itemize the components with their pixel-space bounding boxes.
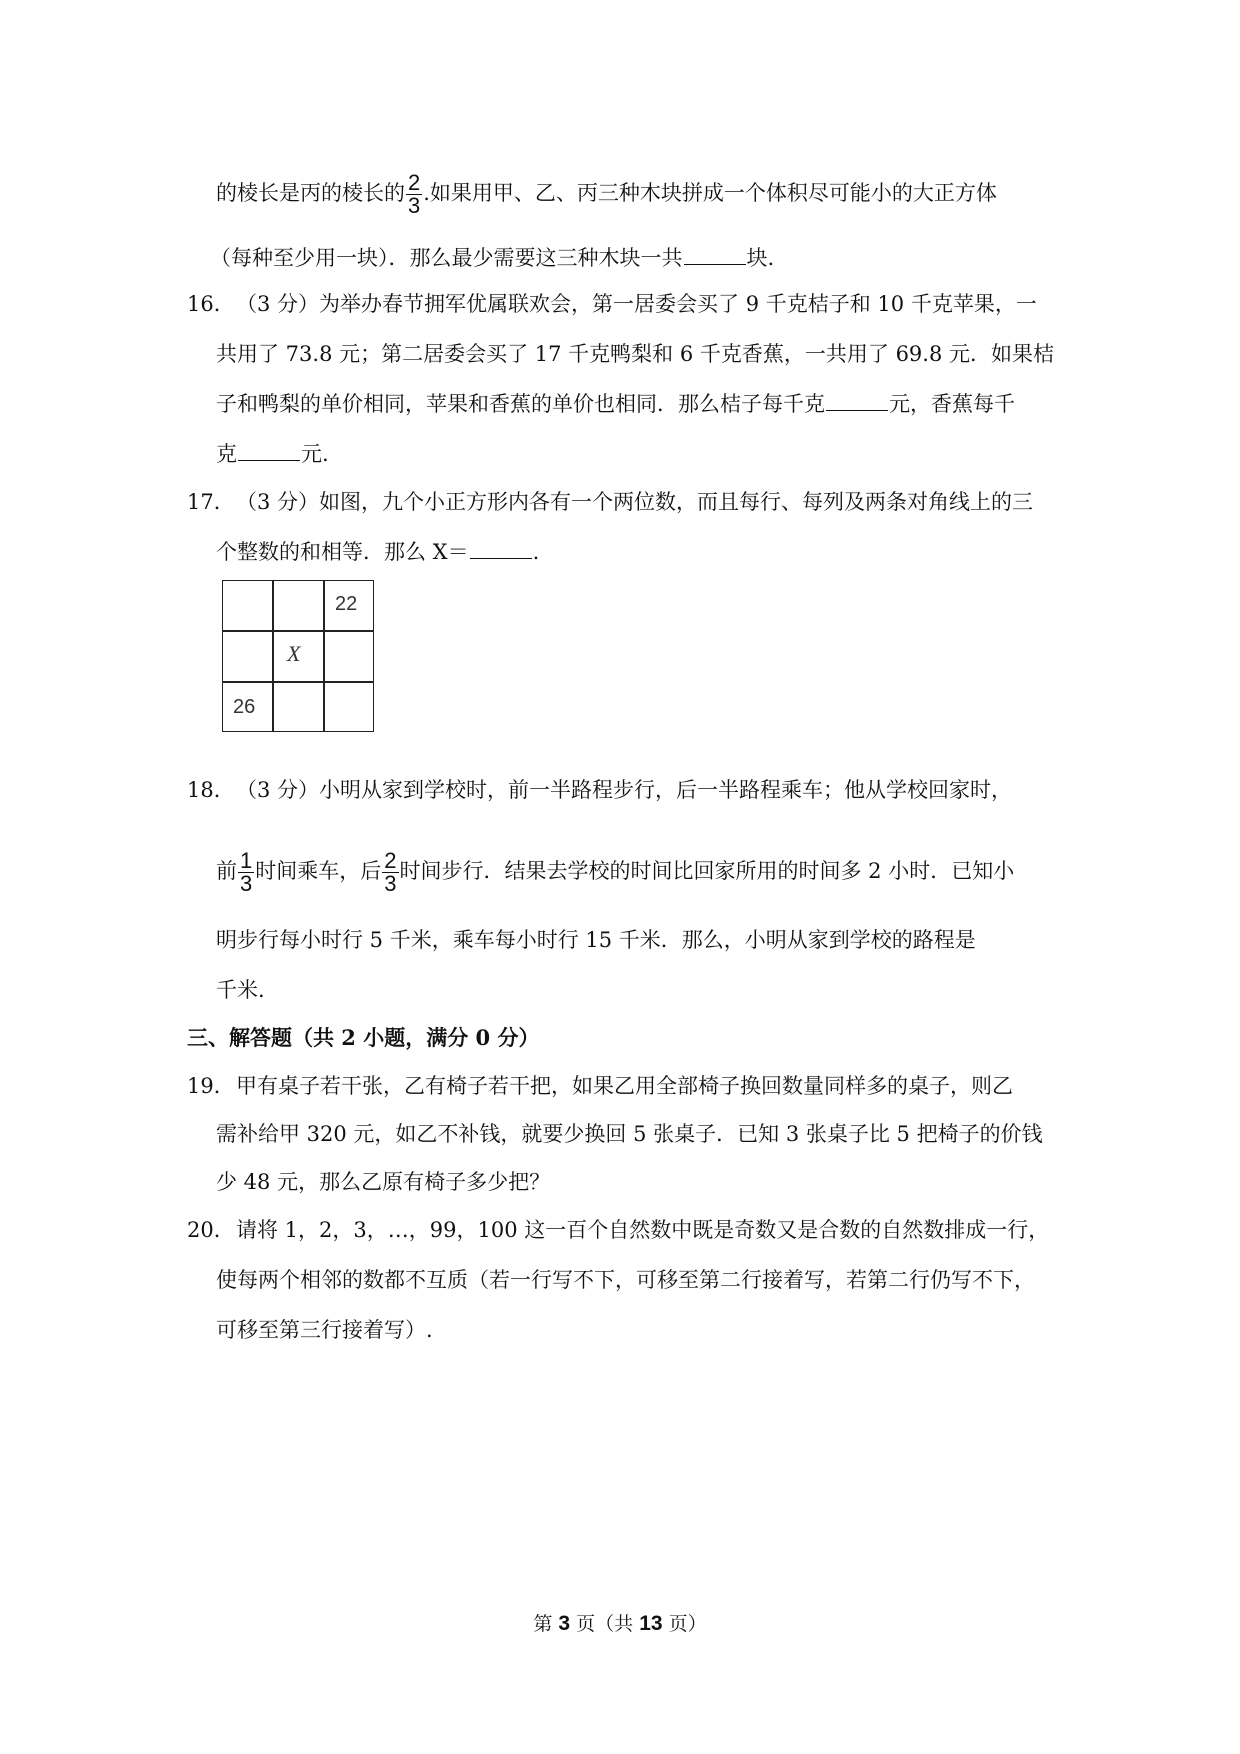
- q20-line1: 请将 1，2，3，…，99，100 这一百个自然数中既是奇数又是合数的自然数排成一行，: [236, 1218, 1050, 1242]
- q15-line2: [210, 244, 774, 272]
- grid-divider: [223, 630, 373, 632]
- footer-suffix: 页）: [662, 1613, 707, 1635]
- q15-line2-end: 块.: [746, 246, 775, 270]
- q15-text-a: 的棱长是丙的棱长的: [216, 181, 405, 205]
- q15-answer-blank[interactable]: [684, 246, 746, 265]
- q18-line3: 明步行每小时行 5 千米，乘车每小时行 15 千米．那么，小明从家到学校的路程是: [216, 928, 976, 952]
- q18-line4: 千米.: [216, 978, 265, 1002]
- q20-line3: 可移至第三行接着写）.: [216, 1318, 433, 1342]
- q17-line2-end: .: [532, 540, 540, 564]
- grid-cell-top-right: 22: [335, 593, 358, 615]
- q18-line2-text-a: 前: [216, 859, 237, 883]
- q17-line2: [216, 538, 539, 566]
- q18-frac1-numerator: 1: [240, 848, 253, 873]
- magic-square-grid: [222, 580, 374, 732]
- q19-line3: 少 48 元，那么乙原有椅子多少把？: [216, 1170, 551, 1194]
- q16-number: 16．: [187, 292, 235, 316]
- footer-total-pages: 13: [639, 1612, 663, 1635]
- grid-divider: [272, 581, 274, 731]
- q18-line1: （3 分）小明从家到学校时，前一半路程步行，后一半路程乘车；他从学校回家时，: [236, 778, 1013, 802]
- grid-cell-bottom-left: 26: [233, 696, 256, 718]
- q19-line1: 甲有桌子若干张，乙有椅子若干把，如果乙用全部椅子换回数量同样多的桌子，则乙: [236, 1074, 1013, 1098]
- grid-cell-center: X: [287, 641, 301, 666]
- q16-line3: [216, 390, 1015, 418]
- q15-line1: [216, 172, 997, 217]
- q19-number: 19．: [187, 1074, 235, 1098]
- q20-line2: 使每两个相邻的数都不互质（若一行写不下，可移至第二行接着写，若第二行仍写不下，: [216, 1268, 1035, 1292]
- q15-frac-numerator: 2: [408, 170, 421, 195]
- q18-line2-text-c: 时间步行．结果去学校的时间比回家所用的时间多 2 小时．已知小: [399, 859, 1015, 883]
- q15-frac-denominator: 3: [408, 193, 421, 218]
- q17-x-answer-blank[interactable]: [470, 540, 532, 559]
- q16-line4-text: 克: [216, 442, 237, 466]
- q16-line4-end: 元.: [301, 442, 329, 466]
- q16-line1: （3 分）为举办春节拥军优属联欢会，第一居委会买了 9 千克桔子和 10 千克苹果，一: [236, 292, 1037, 316]
- q15-text-b: .如果用甲、乙、丙三种木块拼成一个体积尽可能小的大正方体: [423, 181, 997, 205]
- q16-line3-end: 元，香蕉每千: [889, 392, 1015, 416]
- q16-line2: 共用了 73.8 元；第二居委会买了 17 千克鸭梨和 6 千克香蕉，一共用了 69.8 元．如果桔: [216, 342, 1054, 366]
- q18-frac2-denominator: 3: [384, 871, 397, 896]
- footer-page-number: 3: [558, 1612, 571, 1635]
- section-heading: 三、解答题（共 2 小题，满分 0 分）: [187, 1025, 540, 1050]
- q16-banana-price-blank[interactable]: [238, 442, 300, 461]
- q18-line2: [216, 850, 1014, 895]
- q18-number: 18．: [187, 778, 235, 802]
- q18-frac2-numerator: 2: [384, 848, 397, 873]
- q17-number: 17．: [187, 490, 235, 514]
- q18-fraction-one-third: [238, 850, 254, 895]
- q16-orange-price-blank[interactable]: [826, 392, 888, 411]
- q18-line2-text-b: 时间乘车，后: [255, 859, 382, 883]
- q17-line2-text: 个整数的和相等．那么 X＝: [216, 540, 469, 564]
- q17-line1: （3 分）如图，九个小正方形内各有一个两位数，而且每行、每列及两条对角线上的三: [236, 490, 1034, 514]
- grid-divider: [223, 681, 373, 683]
- q16-line4: [216, 440, 329, 468]
- footer-middle: 页（共: [570, 1613, 640, 1635]
- q18-fraction-two-thirds: [382, 850, 398, 895]
- grid-divider: [323, 581, 325, 731]
- footer-prefix: 第: [533, 1613, 559, 1635]
- page-footer: [0, 1612, 1240, 1636]
- q18-frac1-denominator: 3: [240, 871, 253, 896]
- q15-fraction: [406, 172, 422, 217]
- q16-line3-text: 子和鸭梨的单价相同，苹果和香蕉的单价也相同．那么桔子每千克: [216, 392, 825, 416]
- q19-line2: 需补给甲 320 元，如乙不补钱，就要少换回 5 张桌子．已知 3 张桌子比 5 把椅子的价钱: [216, 1122, 1043, 1146]
- q15-line2-text: （每种至少用一块）．那么最少需要这三种木块一共: [210, 246, 683, 270]
- q20-number: 20．: [187, 1218, 235, 1242]
